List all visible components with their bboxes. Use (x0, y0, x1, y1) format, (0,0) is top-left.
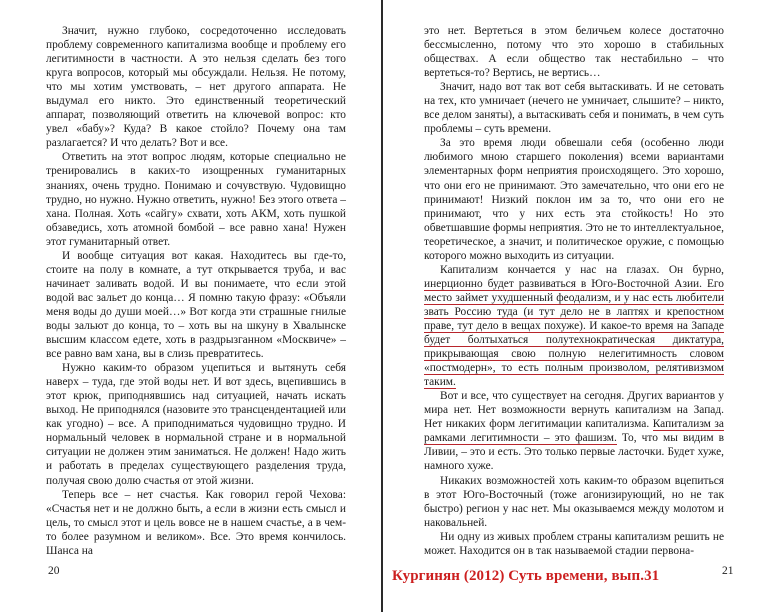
paragraph-with-underline (424, 263, 724, 389)
paragraph: За это время люди обвешали себя (особенно люди любимого мною старшего поколения) всеми вариантами элементарных форм неприятия происходящего. Это хорошо, что они его не принимают. Это замечательно, что они его не принимают! Низкий поклон им за то, что они его не принимают, что у них есть эта стойкость! Но это обветшавшие формы неприятия. Это не то интеллектуальное, теоретическое, а значит, и политическое оружие, с помощью которого можно выходить из ситуации. (424, 137, 724, 262)
paragraph: Нужно каким-то образом уцепиться и вытянуть себя наверх – туда, где этой воды нет. И вот здесь, вцепившись в этот крюк, приподнявшись над ситуацией, начать искать выход. Не приподнялся (назовите это трансцендентацией или как угодно) – все. А приподниматься чудовищно трудно. И нормальный человек в нормальной стране и в нормальной ситуации не должен этим заниматься. Не должен! Надо жить и работать в пределах существующего разделения труда, получая свою долю счастья от этой жизни. (46, 362, 346, 487)
paragraph: Теперь все – нет счастья. Как говорил герой Чехова: «Счастья нет и не должно быть, а если в жизни есть смысл и цель, то смысл этот и цель вовсе не в нашем счастье, а в чем-то более разумном и великом». Все. Это время кончилось. Шанса на (46, 488, 346, 557)
paragraph: Никаких возможностей хоть каким-то образом вцепиться в этот Юго-Восточный (тоже агонизирующий, но не так быстро) регион у нас нет. Мы оказываемся между молотом и наковальней. (424, 474, 724, 529)
plain-text: Капитализм кончается у нас на глазах. Он бурно, (440, 263, 724, 276)
paragraph: Ответить на этот вопрос людям, которые специально не тренировались в каких-то изощренных гуманитарных знаниях, очень трудно. Понимаю и сочувствую. Чудовищно трудно, но нужно. Нужно ответить, нужно! Без этого ответа – хана. Полная. Хоть «сайгу» схвати, хоть АКМ, хоть пушкой обзаведись, хоть атомной бомбой – все равно хана! Нужен этот гуманитарный ответ. (46, 151, 346, 248)
paragraph: Ни одну из живых проблем страны капитализм решить не может. Находится он в так называемой стадии первона- (424, 530, 724, 557)
paragraph: Значит, нужно глубоко, сосредоточенно исследовать проблему современного капитализма вообще и проблему его легитимности в частности. А это нельзя сделать без того круга вопросов, который мы обсуждали. Нельзя. Не потому, что мы хотим умствовать, – нет другого аппарата. Не выдумал его никто. Это единственный теоретический аппарат, позволяющий ответить на ключевой вопрос: кто увел «бабу»? Куда? В какое стойло? Почему она там разлагается? И что делать? Вот и все. (46, 25, 346, 150)
right-page (384, 0, 768, 612)
paragraph: это нет. Вертеться в этом беличьем колесе достаточно бессмысленно, потому что это хорошо в стабильных обществах. А если общество так нестабильно – что вертеться-то? Вертись, не вертись… (424, 25, 724, 80)
page-number-right: 21 (722, 565, 734, 577)
plain-text: То, что мы видим в Ливии, – это и есть. Это только первые ласточки. Будет хуже, намного хуже. (424, 432, 724, 473)
left-page-text (46, 24, 346, 558)
paragraph-with-underline (424, 389, 724, 473)
left-page (0, 0, 382, 612)
underlined-text: Капитализм за рамками легитимности – это фашизм. (424, 418, 724, 445)
right-page-text (424, 24, 724, 558)
paragraph: И вообще ситуация вот какая. Находитесь вы где-то, стоите на полу в комнате, а тут открывается труба, и вас начинает заливать водой. И вы понимаете, что если этой водой вас зальет до конца… Я помню такую фразу: «Объяли меня воды до души моей…» Вот когда эти страшные гнилые воды зальют до конца, то – хоть вы на шкуну в Хвалынске высшим классом едете, хоть в раздрызганном «Москвиче» – все равно вам хана, вы в слизь превратитесь. (46, 249, 346, 361)
page-divider (381, 0, 383, 612)
paragraph: Значит, надо вот так вот себя вытаскивать. И не сетовать на тех, кто умничает (нечего не умничает, слышите? – никто, все делом заняты), а вытаскивать себя и понимать, в чем суть проблемы – суть времени. (424, 81, 724, 136)
underlined-text: инерционно будет развиваться в Юго-Восточной Азии. Его место займет ухудшенный феодализм, и у нас есть любители звать Россию туда (и тут дело не в лаптях и крепостном праве, тут дело в вещах похуже). И какое-то время на Западе будет болтыхаться полутехнократическая диктатура, прикрывающая свою полную нелегитимность словом «постмодерн», то есть полным произволом, релятивизмом таким. (424, 277, 724, 389)
page-number-left: 20 (48, 565, 60, 577)
plain-text: Вот и все, что существует на сегодня. Других вариантов у мира нет. Нет возможности вернуть капитализм на Запад. Нет никаких форм легитимации капитализма. (424, 390, 724, 431)
source-caption: Кургинян (2012) Суть времени, вып.31 (392, 568, 660, 584)
